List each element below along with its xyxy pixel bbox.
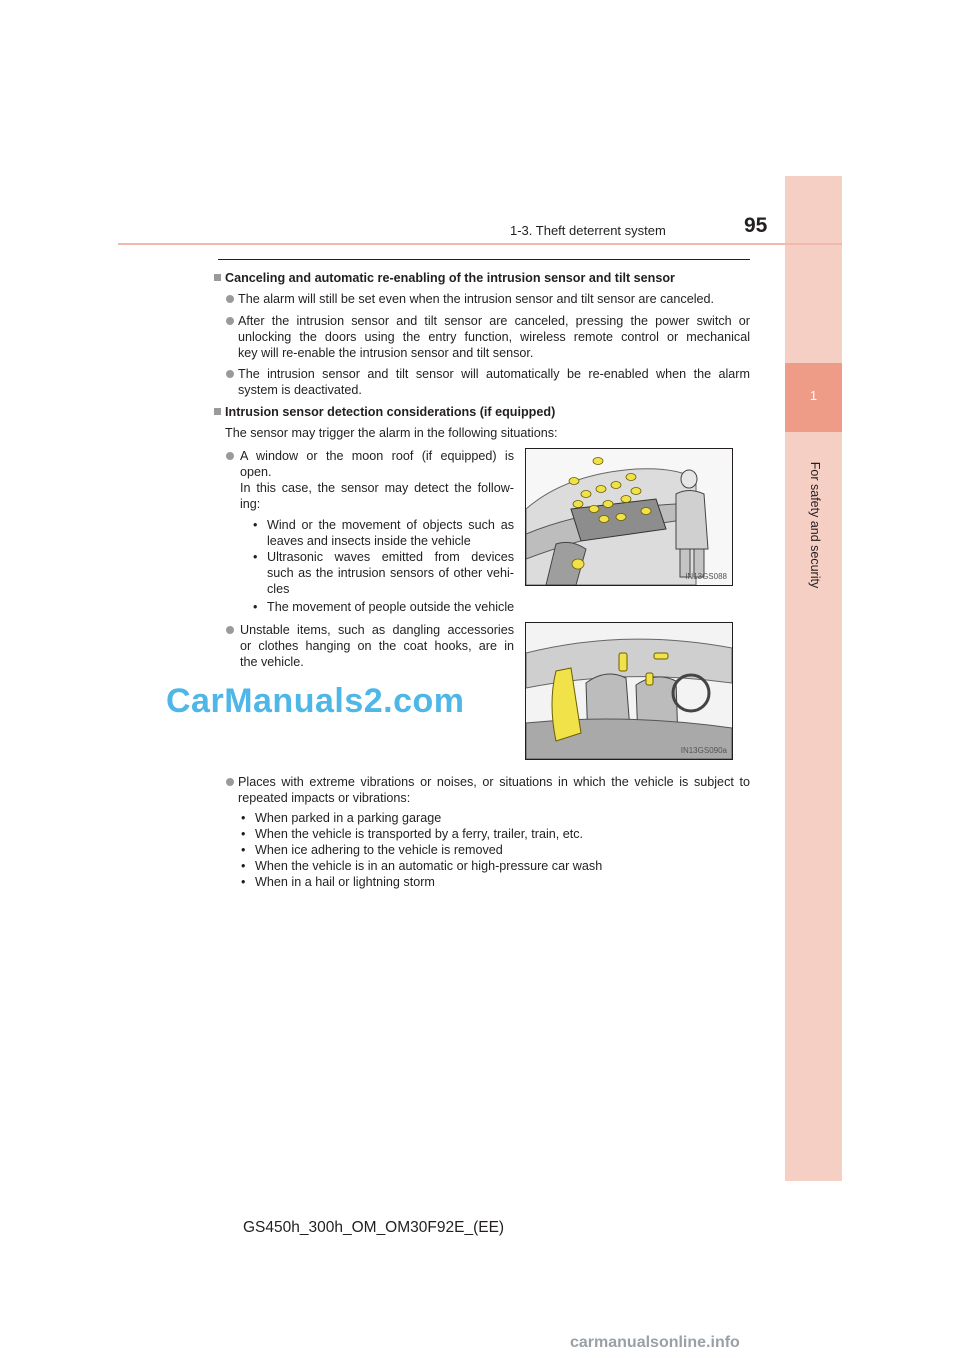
content-rule: [218, 259, 750, 260]
figure-code: IN13GS090a: [680, 746, 727, 755]
item1-sub1: Wind or the movement of objects such as leaves and insects inside the vehicle: [267, 518, 514, 548]
doc-code: GS450h_300h_OM_OM30F92E_(EE): [243, 1219, 505, 1236]
interior-hanging-items-figure: [525, 622, 733, 760]
side-tab: [785, 176, 842, 1181]
item3-sub-list: [238, 810, 602, 890]
section2-intro: The sensor may trigger the alarm in the following situations:: [225, 426, 558, 440]
list-item: • When ice adhering to the vehicle is removed: [241, 843, 503, 857]
section2-heading: Intrusion sensor detection considerations (if equipped): [225, 405, 556, 419]
item1-sub3: The movement of people outside the vehicle: [267, 600, 515, 614]
page-number: 95: [744, 214, 768, 237]
section-title: 1-3. Theft deterrent system: [510, 223, 666, 238]
list-item: • When the vehicle is in an automatic or high-pressure car wash: [241, 859, 603, 873]
car-interior-illustration: [526, 623, 732, 759]
watermark-logo[interactable]: CarManuals2.com: [166, 682, 465, 720]
bullet-icon: [226, 452, 234, 460]
item1-text: A window or the moon roof (if equipped) is open. In this case, the sensor may detect the follow- ing:: [240, 449, 514, 511]
bullet-icon: [226, 370, 234, 378]
watermark-text[interactable]: carmanualsonline.info: [570, 1334, 740, 1351]
section1-bullet1: The alarm will still be set even when the intrusion sensor and tilt sensor are canceled.: [238, 292, 715, 306]
section1-bullet3: The intrusion sensor and tilt sensor will automatically be re-enabled when the alarm system is deactivated.: [238, 367, 750, 397]
item2-text: Unstable items, such as dangling accessories or clothes hanging on the coat hooks, are in the vehicle.: [240, 623, 514, 669]
bullet-icon: [226, 295, 234, 303]
header-divider: [118, 243, 842, 245]
moonroof-leaves-figure: [525, 448, 733, 586]
square-bullet-icon: [214, 274, 221, 281]
figure-code: IN13GS088: [685, 572, 727, 581]
chapter-title: For safety and security: [808, 461, 822, 589]
car-roof-illustration: [526, 449, 732, 585]
bullet-icon: [226, 317, 234, 325]
bullet-icon: [226, 778, 234, 786]
square-bullet-icon: [214, 408, 221, 415]
list-item: • When the vehicle is transported by a ferry, trailer, train, etc.: [241, 827, 584, 841]
chapter-number: 1: [809, 388, 818, 403]
list-item: • When parked in a parking garage: [241, 811, 442, 825]
section1-bullet2: After the intrusion sensor and tilt sensor are canceled, pressing the power switch or unlocking the doors using the entry function, wireless remote control or mechanical key will re-enable the intrusion sensor and tilt sensor.: [238, 314, 750, 360]
item3-text: Places with extreme vibrations or noises, or situations in which the vehicle is subject to repeated impacts or vibrations:: [238, 775, 750, 805]
item1-sub2: Ultrasonic waves emitted from devices such as the intrusion sensors of other vehi- cles: [267, 550, 514, 596]
bullet-icon: [226, 626, 234, 634]
sub-bullet-icon: •: [253, 600, 258, 614]
section1-heading: Canceling and automatic re-enabling of the intrusion sensor and tilt sensor: [225, 271, 675, 285]
sub-bullet-icon: •: [253, 550, 258, 564]
sub-bullet-icon: •: [253, 518, 258, 532]
list-item: • When in a hail or lightning storm: [241, 875, 435, 889]
